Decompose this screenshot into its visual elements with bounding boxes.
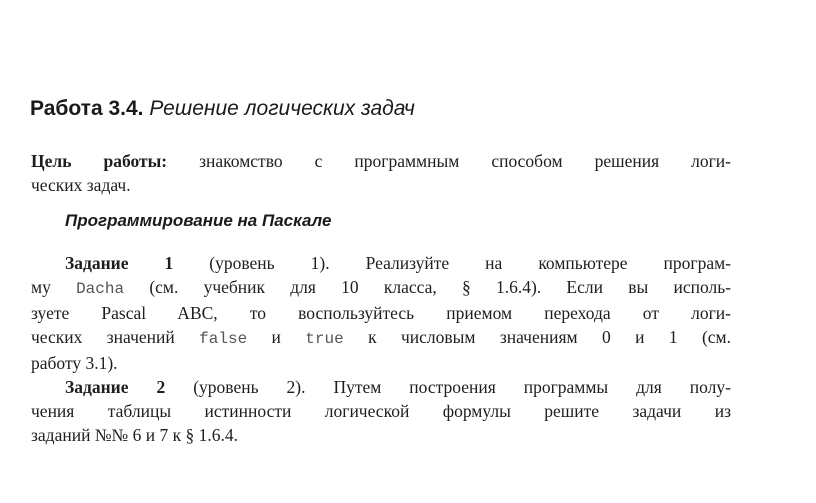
work-number: Работа 3.4. [30, 97, 144, 120]
task-1-line-5: работу 3.1). [31, 353, 118, 373]
work-name: Решение логических задач [149, 97, 415, 120]
code-dacha: Dacha [76, 280, 125, 298]
task-1-line-4: ческих значений false и true к числовым значениям 0 и 1 (см. [31, 327, 732, 348]
code-false: false [199, 330, 248, 348]
task-2-label: Задание 2 [65, 377, 166, 397]
goal-line-2: ческих задач. [31, 175, 131, 195]
task-2-line-1: Задание 2 (уровень 2). Путем построения программы для полу- [65, 377, 731, 397]
task-2-line-2: чения таблицы истинности логической формулы решите задачи из [31, 401, 731, 421]
task-2-line-3: заданий №№ 6 и 7 к § 1.6.4. [31, 425, 238, 445]
goal-paragraph [31, 149, 731, 197]
task-1-paragraph [31, 251, 731, 375]
task-2-paragraph [31, 375, 731, 447]
task-1-label: Задание 1 [65, 253, 174, 273]
goal-label: Цель работы: [31, 151, 168, 171]
task-1-line-1: Задание 1 (уровень 1). Реализуйте на компьютере програм- [65, 253, 732, 273]
task-1-line-2: му Dacha (см. учебник для 10 класса, § 1.6.4). Если вы исполь- [31, 277, 732, 298]
section-heading: Программирование на Паскале [65, 211, 332, 230]
task-1-line-3: зуете Pascal ABC, то воспользуйтесь приемом перехода от логи- [31, 303, 731, 323]
page-title [30, 96, 415, 122]
code-true: true [305, 330, 344, 348]
goal-line-1: Цель работы: знакомство с программным способом решения логи- [31, 151, 732, 171]
